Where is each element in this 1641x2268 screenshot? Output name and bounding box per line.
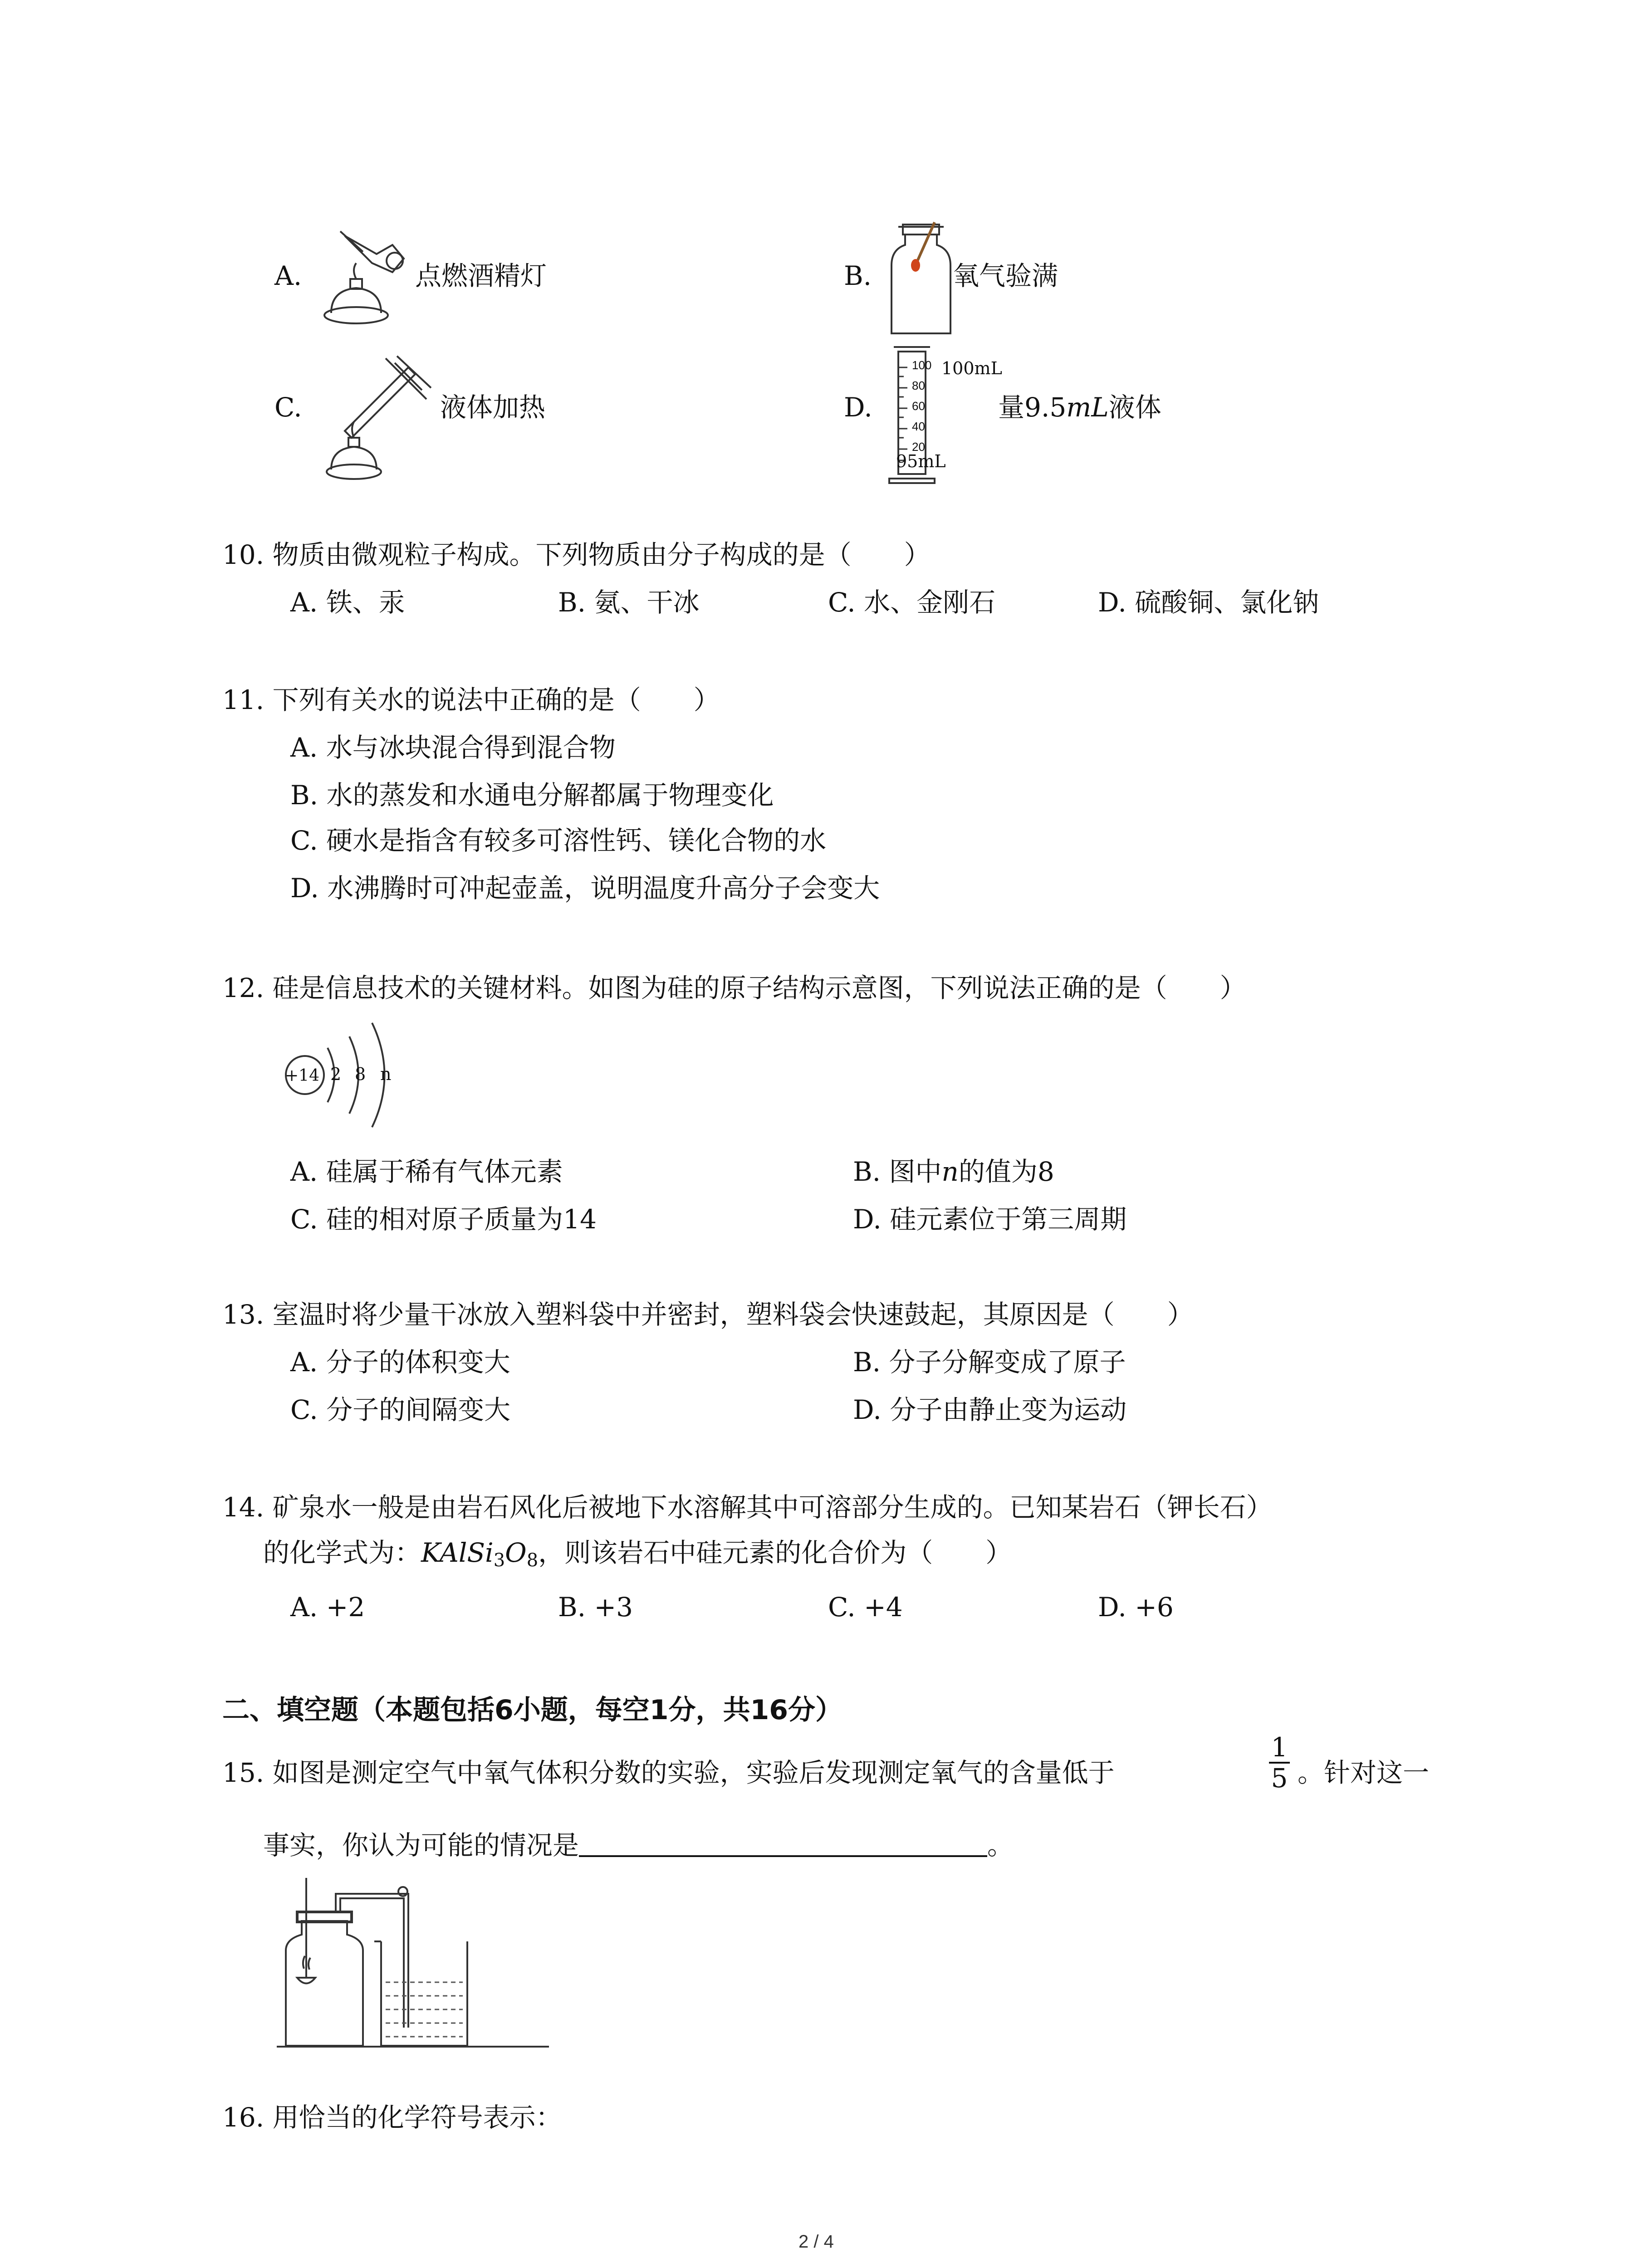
liquid-heating-figure xyxy=(318,349,436,481)
q14-option-a: A. +2 xyxy=(290,1592,365,1623)
q11-option-d: D. 水沸腾时可冲起壶盖，说明温度升高分子会变大 xyxy=(290,873,880,904)
cyl-tick-80: 80 xyxy=(912,379,925,392)
q13-stem: 13. 室温时将少量干冰放入塑料袋中并密封，塑料袋会快速鼓起，其原因是（ ） xyxy=(222,1299,1194,1330)
q9-option-c-label: 液体加热 xyxy=(440,392,546,423)
q12-option-c: C. 硅的相对原子质量为14 xyxy=(290,1204,597,1235)
q15-line2: 事实，你认为可能的情况是 。 xyxy=(263,1830,1014,1861)
cyl-tick-60: 60 xyxy=(912,399,925,413)
silicon-shell-3-label: n xyxy=(380,1064,392,1084)
q9-option-d-label: 量9.5mL液体 xyxy=(998,392,1161,423)
cyl-tick-20: 20 xyxy=(912,440,925,454)
q13-option-d: D. 分子由静止变为运动 xyxy=(853,1394,1127,1425)
silicon-nucleus-label: +14 xyxy=(285,1066,319,1085)
chemical-formula: KAlSi xyxy=(421,1537,494,1568)
q12-option-b: B. 图中n的值为8 xyxy=(853,1156,1054,1187)
alcohol-lamp-lighting-figure xyxy=(313,227,422,327)
page-number: 2 / 4 xyxy=(798,2232,834,2252)
q13-option-b: B. 分子分解变成了原子 xyxy=(853,1347,1126,1378)
q12-stem: 12. 硅是信息技术的关键材料。如图为硅的原子结构示意图，下列说法正确的是（ ） xyxy=(222,973,1246,1003)
q12-option-d: D. 硅元素位于第三周期 xyxy=(853,1204,1127,1235)
q10-option-a: A. 铁、汞 xyxy=(290,587,405,618)
cyl-tick-40: 40 xyxy=(912,420,925,433)
silicon-shell-1-label: 2 xyxy=(330,1064,342,1084)
q10-stem: 10. 物质由微观粒子构成。下列物质由分子构成的是（ ） xyxy=(222,539,931,570)
section-title: 二、填空题（本题包括6小题，每空1分，共16分） xyxy=(222,1694,843,1726)
q9-option-a-letter: A. xyxy=(274,260,302,291)
cyl-bottom-label: 95mL xyxy=(896,451,946,471)
q9-option-d-letter: D. xyxy=(844,392,872,423)
answer-blank[interactable] xyxy=(579,1830,987,1857)
q16-stem: 16. 用恰当的化学符号表示： xyxy=(222,2102,562,2133)
q10-option-b: B. 氨、干冰 xyxy=(558,587,700,618)
q11-option-a: A. 水与冰块混合得到混合物 xyxy=(290,732,616,763)
q15-line1: 15. 如图是测定空气中氧气体积分数的实验，实验后发现测定氧气的含量低于 xyxy=(222,1757,1115,1788)
oxygen-full-test-figure xyxy=(889,222,953,336)
cyl-tick-100: 100 xyxy=(912,358,932,372)
silicon-shell-2-label: 8 xyxy=(355,1064,366,1084)
q14-option-b: B. +3 xyxy=(558,1592,633,1623)
q12-option-a: A. 硅属于稀有气体元素 xyxy=(290,1156,563,1187)
q13-option-c: C. 分子的间隔变大 xyxy=(290,1394,511,1425)
q11-option-c: C. 硬水是指含有较多可溶性钙、镁化合物的水 xyxy=(290,825,827,856)
q14-option-c: C. +4 xyxy=(828,1592,903,1623)
q11-stem: 11. 下列有关水的说法中正确的是（ ） xyxy=(222,684,720,715)
fraction-one-fifth: 1 5 xyxy=(1266,1733,1293,1793)
air-oxygen-experiment-figure xyxy=(277,1878,549,2050)
q9-option-a-label: 点燃酒精灯 xyxy=(415,260,547,291)
q15-line1-suffix: 。针对这一 xyxy=(1298,1757,1430,1788)
cyl-top-label: 100mL xyxy=(941,358,1002,378)
q9-option-c-letter: C. xyxy=(274,392,302,423)
q14-stem-line2: 的化学式为：$KAlSi_3O_8$，则该岩石中硅元素的化合价为（ ） xyxy=(263,1537,1012,1571)
q10-option-d: D. 硫酸铜、氯化钠 xyxy=(1098,587,1319,618)
q13-option-a: A. 分子的体积变大 xyxy=(290,1347,510,1378)
q10-option-c: C. 水、金刚石 xyxy=(828,587,996,618)
q11-option-b: B. 水的蒸发和水通电分解都属于物理变化 xyxy=(290,780,774,811)
q14-stem-line1: 14. 矿泉水一般是由岩石风化后被地下水溶解其中可溶部分生成的。已知某岩石（钾长石） xyxy=(222,1492,1273,1523)
q14-option-d: D. +6 xyxy=(1098,1592,1174,1623)
q9-option-b-label: 氧气验满 xyxy=(953,260,1058,291)
q9-option-b-letter: B. xyxy=(844,260,872,291)
